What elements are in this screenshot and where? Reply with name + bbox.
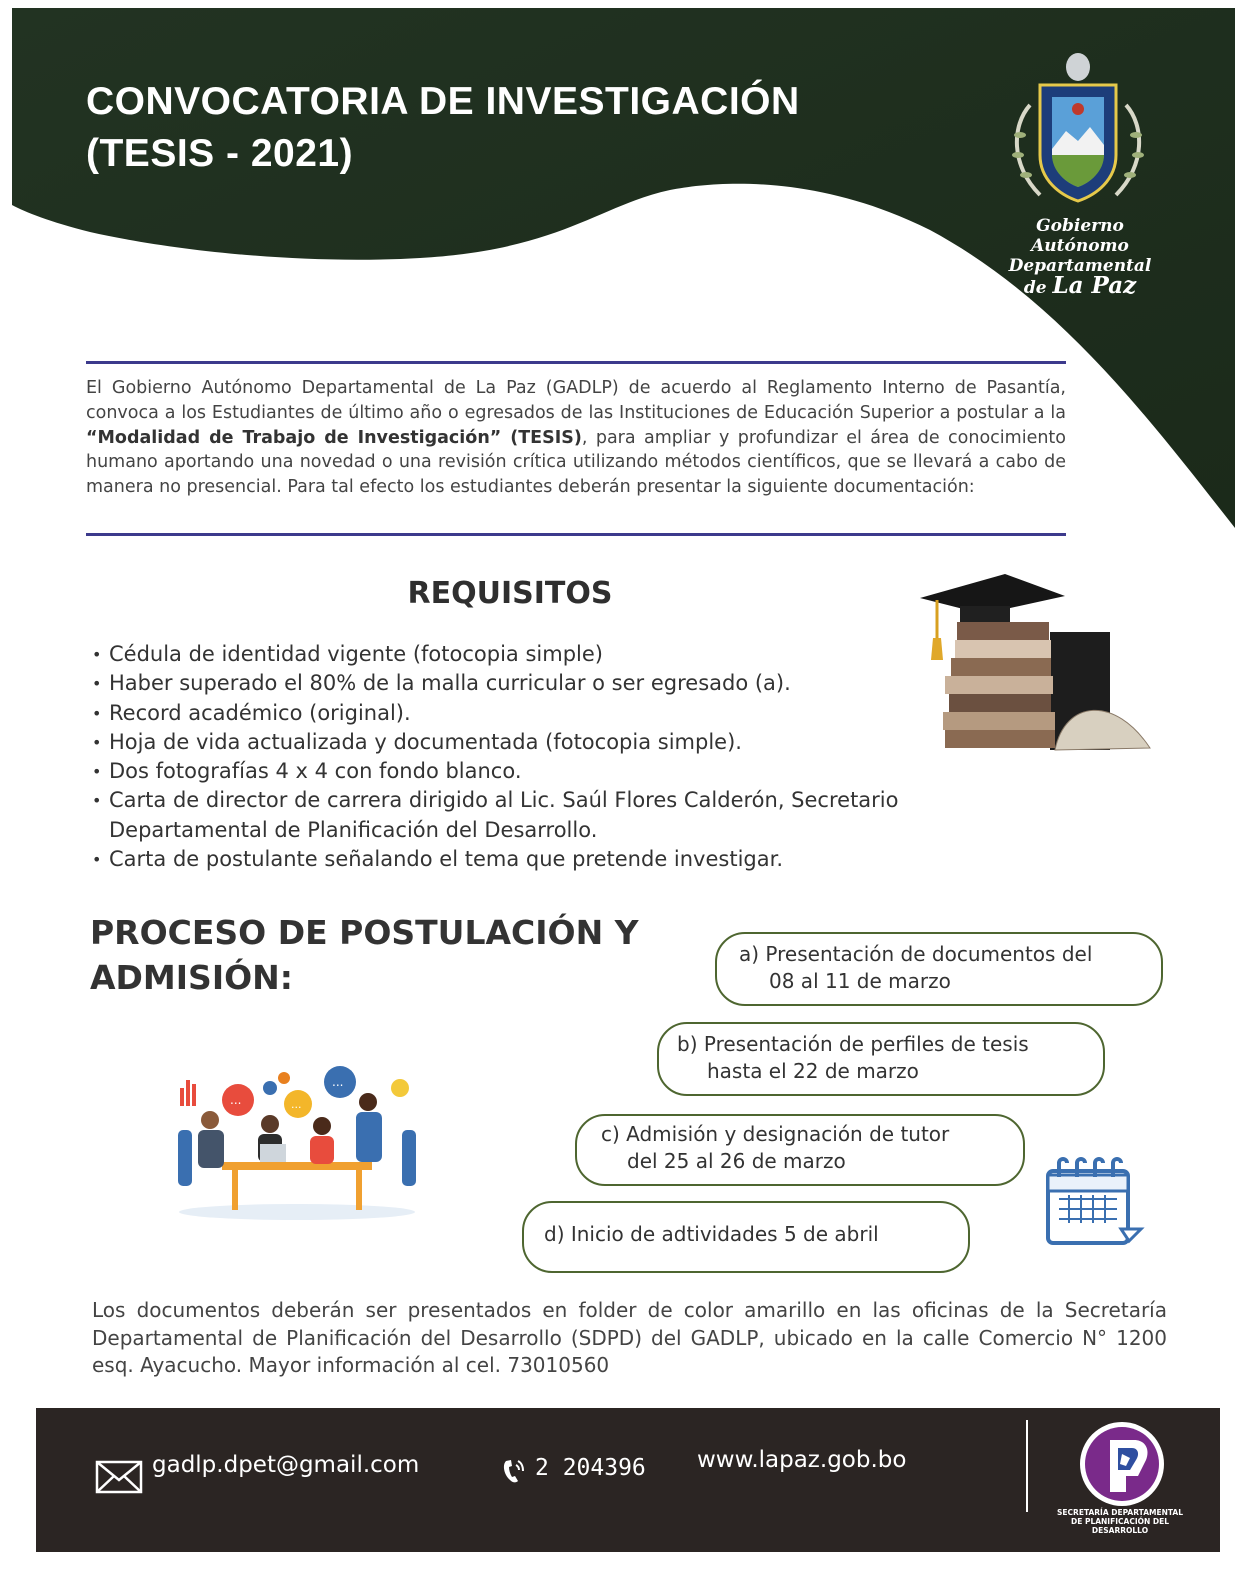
requisito-item: • Hoja de vida actualizada y documentada (fotocopia simple). <box>92 728 1022 757</box>
sdpd-name-line-1: SECRETARÍA DEPARTAMENTAL <box>1057 1508 1183 1517</box>
top-rule <box>86 361 1066 364</box>
footer-email[interactable]: gadlp.dpet@gmail.com <box>152 1452 420 1478</box>
requisitos-list <box>92 640 1022 874</box>
step-c-line-1: c) Admisión y designación de tutor <box>601 1122 950 1146</box>
requisito-item: • Dos fotografías 4 x 4 con fondo blanco. <box>92 757 1022 786</box>
step-b-line-1: b) Presentación de perfiles de tesis <box>677 1032 1029 1056</box>
sdpd-name-line-2: DE PLANIFICACIÓN DEL <box>1070 1517 1170 1526</box>
step-a-line-1: a) Presentación de documentos del <box>739 942 1093 966</box>
step-a-box <box>715 932 1163 1006</box>
requisitos-title: REQUISITOS <box>407 576 613 611</box>
proceso-title-line-2: ADMISIÓN: <box>90 958 293 997</box>
title-line-2: (TESIS - 2021) <box>86 132 354 175</box>
page-title <box>86 76 800 180</box>
government-name <box>985 216 1175 298</box>
gov-name-line-1: Gobierno Autónomo <box>1031 216 1129 256</box>
intro-paragraph <box>86 376 1066 500</box>
requisito-item: • Record académico (original). <box>92 699 1022 728</box>
sdpd-name-line-3: DESARROLLO <box>1091 1526 1149 1535</box>
bottom-rule <box>86 533 1066 536</box>
step-b-line-2: hasta el 22 de marzo <box>707 1059 919 1083</box>
requisito-item: • Haber superado el 80% de la malla curricular o ser egresado (a). <box>92 669 1022 698</box>
step-c-line-2: del 25 al 26 de marzo <box>627 1149 846 1173</box>
svg-text:...: ... <box>332 1075 344 1089</box>
title-line-1: CONVOCATORIA DE INVESTIGACIÓN <box>86 80 800 123</box>
sdpd-logo <box>1076 1418 1168 1510</box>
svg-text:...: ... <box>291 1098 302 1111</box>
calendar-icon <box>1045 1153 1145 1248</box>
requisito-item: • Carta de postulante señalando el tema que pretende investigar. <box>92 845 1022 874</box>
proceso-title <box>90 910 650 1000</box>
step-d-box <box>522 1201 970 1273</box>
intro-text-start: El Gobierno Autónomo Departamental de La Paz (GADLP) de acuerdo al Reglamento Interno de Pasantía, convoca a los Estudiantes de último año o egresados de las Instituciones de Educación Superior a postular a la <box>86 378 1066 423</box>
requisito-item: • Cédula de identidad vigente (fotocopia simple) <box>92 640 1022 669</box>
team-meeting-illustration <box>172 1062 422 1222</box>
proceso-title-line-1: PROCESO DE POSTULACIÓN Y <box>90 913 639 952</box>
requisito-item: • Carta de director de carrera dirigido al Lic. Saúl Flores Calderón, Secretario Departamental de Planificación del Desarrollo. <box>92 786 1022 845</box>
coat-of-arms-logo <box>1000 45 1156 215</box>
intro-text-bold: “Modalidad de Trabajo de Investigación” (TESIS) <box>86 427 582 448</box>
phone-icon <box>500 1457 526 1485</box>
step-a-line-2: 08 al 11 de marzo <box>769 969 951 993</box>
gov-name-line-2: Departamental <box>1008 256 1152 276</box>
intro-text-end: , para ampliar y profundizar el área de conocimiento humano aportando una novedad o una revisión crítica utilizando métodos científicos, que se llevará a cabo de manera no presencial. Para tal efecto los estudiantes deberán presentar la siguiente documentación: <box>86 427 1066 498</box>
step-d-line-1: d) Inicio de adtividades 5 de abril <box>544 1222 879 1246</box>
footer-divider <box>1026 1420 1028 1512</box>
sdpd-name <box>1052 1508 1188 1535</box>
gov-name-prefix: de <box>1023 278 1047 298</box>
gov-name-line-3 <box>985 272 1175 299</box>
svg-text:...: ... <box>230 1093 242 1107</box>
step-b-box <box>657 1022 1105 1096</box>
closing-paragraph: Los documentos deberán ser presentados en folder de color amarillo en las oficinas de la Secretaría Departamental de Planificación del Desarrollo (SDPD) del GADLP, ubicado en la calle Comercio N° 1200 esq. Ayacucho. Mayor información al cel. 73010560 <box>92 1298 1167 1377</box>
footer-website[interactable]: www.lapaz.gob.bo <box>697 1447 907 1473</box>
step-c-box <box>575 1114 1025 1186</box>
envelope-icon <box>95 1460 143 1494</box>
gov-name-city: La Paz <box>1052 272 1137 299</box>
footer-phone[interactable]: 2 204396 <box>535 1455 646 1481</box>
